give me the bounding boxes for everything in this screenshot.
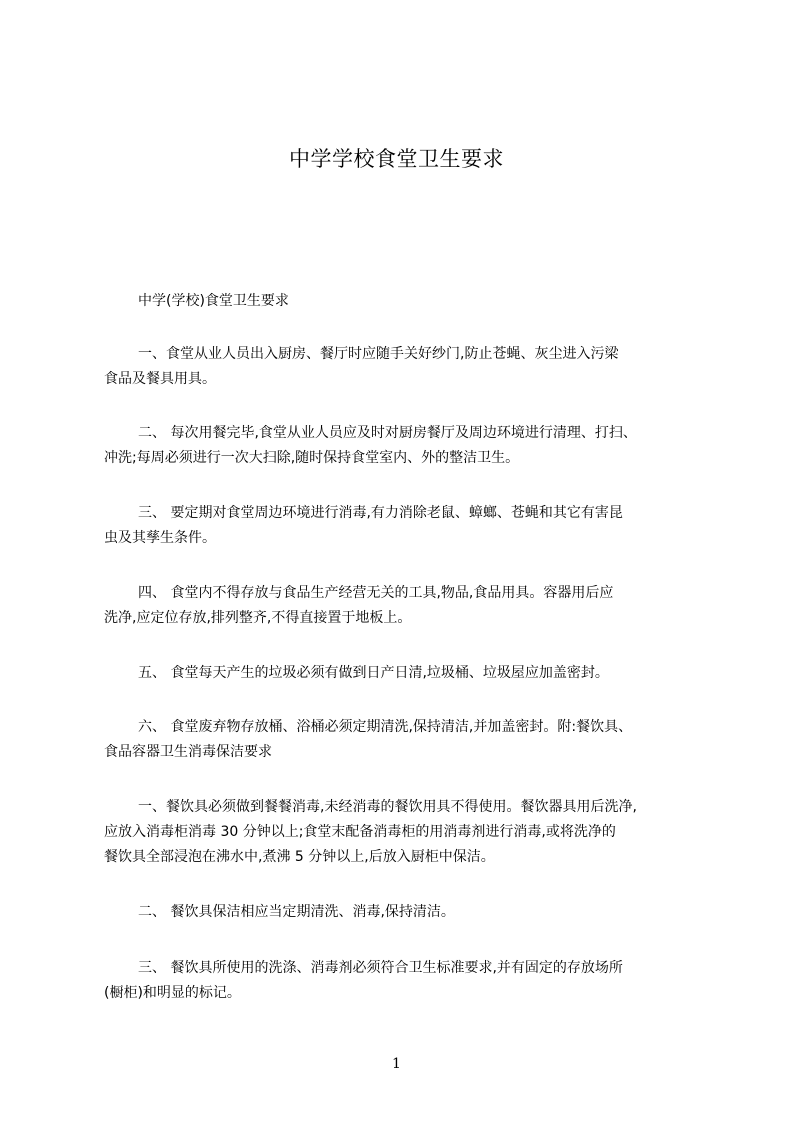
paragraph-line: 六、 食堂废弃物存放桶、浴桶必须定期清洗,保持清洁,并加盖密封。附:餐饮具、	[138, 719, 633, 735]
paragraph-3	[104, 501, 744, 551]
paragraph-line: 食品容器卫生消毒保洁要求	[104, 744, 272, 760]
paragraph-line: 冲洗;每周必须进行一次大扫除,随时保持食堂室内、外的整洁卫生。	[104, 450, 520, 466]
paragraph-line: 虫及其孳生条件。	[104, 530, 216, 546]
paragraph-line: 应放入消毒柜消毒 30 分钟以上;食堂末配备消毒柜的用消毒剂进行消毒,或将洗净的	[104, 824, 616, 840]
paragraph-line: 食品及餐具用具。	[104, 371, 216, 387]
paragraph-line: 二、 每次用餐完毕,食堂从业人员应及时对厨房餐厅及周边环境进行清理、打扫、	[138, 425, 637, 441]
paragraph-line: (橱柜)和明显的标记。	[104, 985, 241, 1001]
paragraph-line: 洗净,应定位存放,排列整齐,不得直接置于地板上。	[104, 610, 412, 626]
paragraph-5	[104, 661, 744, 686]
paragraph-8	[104, 900, 744, 925]
paragraph-line: 餐饮具全部浸泡在沸水中,煮沸 5 分钟以上,后放入厨柜中保洁。	[104, 849, 495, 865]
paragraph-1	[104, 342, 744, 392]
paragraph-line: 一、餐饮具必须做到餐餐消毒,未经消毒的餐饮用具不得使用。餐饮器具用后洗净,	[138, 799, 637, 815]
paragraph-line: 五、 食堂每天产生的垃圾必须有做到日产日清,垃圾桶、垃圾屋应加盖密封。	[138, 665, 609, 681]
document-subtitle: 中学(学校)食堂卫生要求	[138, 293, 289, 309]
paragraph-line: 三、 餐饮具所使用的洗涤、消毒剂必须符合卫生标准要求,并有固定的存放场所	[138, 960, 623, 976]
paragraph-line: 一、食堂从业人员出入厨房、餐厅时应随手关好纱门,防止苍蝇、灰尘进入污梁	[138, 346, 619, 362]
paragraph-7	[104, 795, 744, 870]
paragraph-9	[104, 956, 744, 1006]
document-title: 中学学校食堂卫生要求	[289, 147, 504, 171]
paragraph-line: 四、 食堂内不得存放与食品生产经营无关的工具,物品,食品用具。容器用后应	[138, 585, 614, 601]
paragraph-line: 三、 要定期对食堂周边环境进行消毒,有力消除老鼠、蟑螂、苍蝇和其它有害昆	[138, 505, 623, 521]
paragraph-line: 二、 餐饮具保洁相应当定期清洗、消毒,保持清洁。	[138, 904, 455, 920]
paragraph-2	[104, 421, 744, 471]
paragraph-4	[104, 581, 744, 631]
paragraph-6	[104, 715, 744, 765]
page-number: 1	[392, 1056, 401, 1072]
